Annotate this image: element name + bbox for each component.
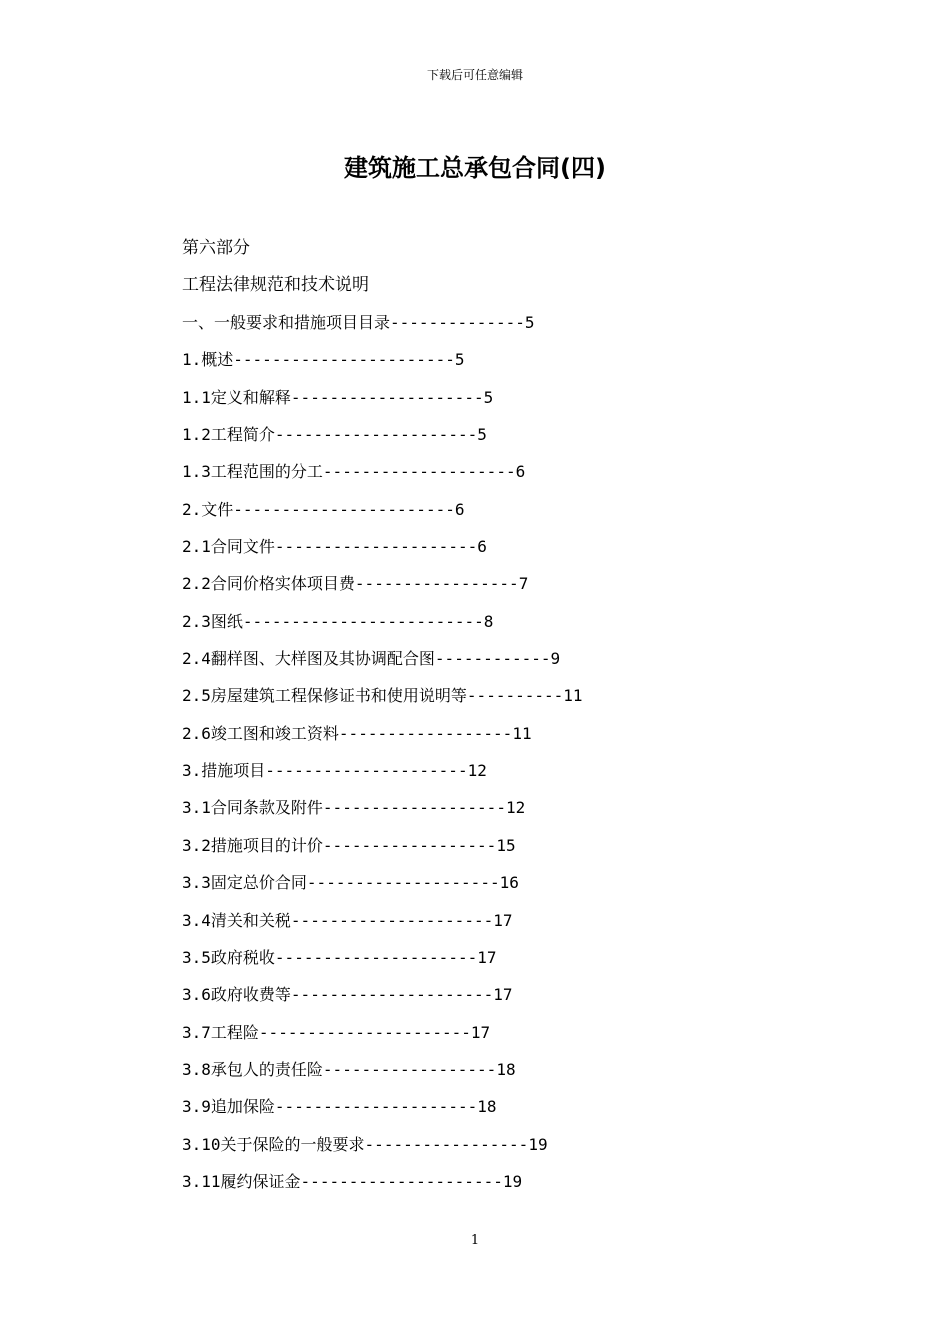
toc-entry — [182, 311, 583, 348]
toc-entry-leader: ------------------ — [322, 835, 497, 855]
toc-entry-title: 概述 — [201, 350, 234, 370]
toc-entry — [182, 1133, 583, 1170]
toc-entry-page: 18 — [477, 1097, 497, 1117]
toc-entry — [182, 610, 583, 647]
toc-entry-number: 2.5 — [182, 686, 211, 706]
toc-entry-page: 11 — [563, 686, 583, 706]
toc-entry-title: 工程险 — [210, 1022, 259, 1042]
toc-entry-leader: ------------------- — [322, 798, 506, 818]
toc-entry-title: 一般要求和措施项目目录 — [214, 313, 391, 332]
toc-entry-title: 追加保险 — [210, 1097, 275, 1117]
toc-entry — [182, 909, 583, 946]
toc-entry-title: 图纸 — [210, 611, 243, 631]
toc-entry — [182, 535, 583, 572]
toc-entry-leader: -------------- — [390, 313, 525, 332]
toc-entry-page: 16 — [499, 873, 519, 893]
toc-entry-leader: --------------------- — [290, 910, 494, 930]
toc-entry-leader: --------------------- — [274, 1097, 478, 1117]
toc-entry-title: 关于保险的一般要求 — [220, 1134, 365, 1154]
toc-entry-page: 19 — [502, 1171, 523, 1191]
toc-entry — [182, 498, 583, 535]
toc-entry — [182, 423, 583, 460]
toc-entry-leader: ---------------------- — [258, 1022, 471, 1042]
toc-entry-number: 3.7 — [182, 1022, 211, 1042]
toc-entry-title: 合同条款及附件 — [210, 798, 323, 818]
toc-entry-leader: --------------------- — [300, 1171, 503, 1191]
toc-entry-page: 12 — [467, 761, 487, 781]
toc-entry-leader: --------------------- — [274, 425, 478, 445]
toc-entry-leader: ---------- — [466, 686, 564, 706]
toc-entry-page: 17 — [493, 910, 513, 930]
toc-entry-title: 政府收费等 — [210, 985, 291, 1005]
toc-entry — [182, 722, 583, 759]
toc-entry-page: 9 — [550, 649, 561, 669]
toc-entry — [182, 460, 583, 497]
toc-entry-number: 3.11 — [182, 1171, 221, 1191]
toc-entry-leader: ------------------ — [322, 1059, 497, 1079]
toc-entry-number: 一、 — [182, 313, 215, 332]
toc-entry-page: 18 — [496, 1059, 516, 1079]
toc-entry-page: 17 — [493, 985, 513, 1005]
toc-entry — [182, 1095, 583, 1132]
toc-entry — [182, 871, 583, 908]
toc-entry-title: 竣工图和竣工资料 — [210, 723, 339, 743]
toc-entry — [182, 1058, 583, 1095]
header-note: 下载后可任意编辑 — [426, 68, 523, 82]
toc-entry-page: 11 — [512, 723, 532, 743]
toc-entry-title: 文件 — [201, 499, 234, 519]
toc-entry-leader: --------------------- — [274, 947, 478, 967]
toc-entry — [182, 946, 583, 983]
toc-entry-leader: --------------------- — [290, 985, 494, 1005]
toc-entry-number: 3.2 — [182, 835, 211, 855]
toc-entry — [182, 1021, 583, 1058]
toc-entry-leader: -------------------- — [322, 462, 516, 482]
toc-entry-number: 3.6 — [182, 985, 211, 1005]
toc-entry — [182, 834, 583, 871]
toc-entry-page: 6 — [477, 537, 487, 557]
toc-entry-number: 1.2 — [182, 425, 211, 445]
document-title: 建筑施工总承包合同(四) — [344, 154, 606, 182]
toc-entry-number: 2. — [182, 499, 202, 519]
toc-entry-leader: -------------------- — [306, 873, 500, 893]
toc-entry-leader: --------------------- — [274, 537, 478, 557]
toc-entry-title: 承包人的责任险 — [210, 1059, 323, 1079]
toc-entry-number: 3.9 — [182, 1097, 211, 1117]
toc-entry-number: 2.2 — [182, 574, 211, 594]
toc-entry-number: 1. — [182, 350, 202, 370]
toc-entry-title: 履约保证金 — [220, 1171, 301, 1191]
toc-entry-page: 8 — [483, 611, 494, 631]
toc-entry-title: 工程范围的分工 — [210, 462, 323, 482]
toc-entry-page: 17 — [477, 947, 497, 967]
toc-entry-leader: -------------------- — [290, 387, 484, 407]
toc-entry — [182, 647, 583, 684]
toc-entry-page: 6 — [515, 462, 526, 482]
toc-entry-number: 3.3 — [182, 873, 211, 893]
toc-entry-number: 3.4 — [182, 910, 211, 930]
toc-entry-number: 2.6 — [182, 723, 211, 743]
toc-entry-leader: ----------------------- — [233, 499, 455, 519]
toc-entry-number: 3. — [182, 761, 202, 781]
toc-entry-page: 6 — [454, 499, 465, 519]
toc-entry-page: 5 — [454, 350, 465, 370]
toc-entry-title: 政府税收 — [210, 947, 275, 967]
toc-entry-title: 清关和关税 — [210, 910, 291, 930]
toc-entry-title: 合同文件 — [210, 537, 275, 557]
toc-entry-leader: ------------ — [434, 649, 551, 669]
toc-entry-number: 3.8 — [182, 1059, 211, 1079]
toc-entry-leader: ------------------ — [338, 723, 513, 743]
toc-entry — [182, 796, 583, 833]
toc-entry-title: 翻样图、大样图及其协调配合图 — [210, 649, 435, 669]
toc-entry-leader: ------------------------- — [242, 611, 484, 631]
page-number: 1 — [470, 1233, 480, 1248]
toc-entry-page: 5 — [524, 313, 535, 332]
part-label: 第六部分 — [182, 238, 250, 258]
part-subtitle: 工程法律规范和技术说明 — [182, 275, 369, 295]
toc-entry-title: 定义和解释 — [210, 387, 291, 407]
toc-entry-number: 2.1 — [182, 537, 211, 557]
toc-entry-leader: ----------------- — [364, 1134, 529, 1154]
toc-entry — [182, 572, 583, 609]
toc-entry-leader: ----------------------- — [233, 350, 455, 370]
toc-entry-page: 7 — [518, 574, 529, 594]
toc-entry — [182, 983, 583, 1020]
toc-entry-number: 3.10 — [182, 1134, 221, 1154]
toc-entry — [182, 348, 583, 385]
toc-entry-leader: --------------------- — [265, 761, 468, 781]
toc-entry-page: 15 — [496, 835, 516, 855]
toc-entry-title: 工程简介 — [210, 425, 275, 445]
toc-entry-number: 2.4 — [182, 649, 211, 669]
toc-entry-title: 措施项目 — [201, 761, 266, 781]
toc-entry-number: 3.1 — [182, 798, 211, 818]
toc-entry — [182, 684, 583, 721]
toc-entry — [182, 386, 583, 423]
toc-entry-number: 3.5 — [182, 947, 211, 967]
table-of-contents — [182, 311, 583, 1207]
toc-entry-leader: ----------------- — [354, 574, 519, 594]
toc-entry-page: 17 — [470, 1022, 491, 1042]
toc-entry-page: 5 — [483, 387, 494, 407]
toc-entry-number: 2.3 — [182, 611, 211, 631]
toc-entry-title: 房屋建筑工程保修证书和使用说明等 — [210, 686, 467, 706]
toc-entry-page: 12 — [505, 798, 526, 818]
toc-entry — [182, 759, 583, 796]
toc-entry-title: 固定总价合同 — [210, 873, 307, 893]
toc-entry-page: 5 — [477, 425, 487, 445]
toc-entry-title: 合同价格实体项目费 — [210, 574, 355, 594]
toc-entry-title: 措施项目的计价 — [210, 835, 323, 855]
toc-entry — [182, 1170, 583, 1207]
toc-entry-number: 1.3 — [182, 462, 211, 482]
toc-entry-number: 1.1 — [182, 387, 211, 407]
toc-entry-page: 19 — [528, 1134, 548, 1154]
